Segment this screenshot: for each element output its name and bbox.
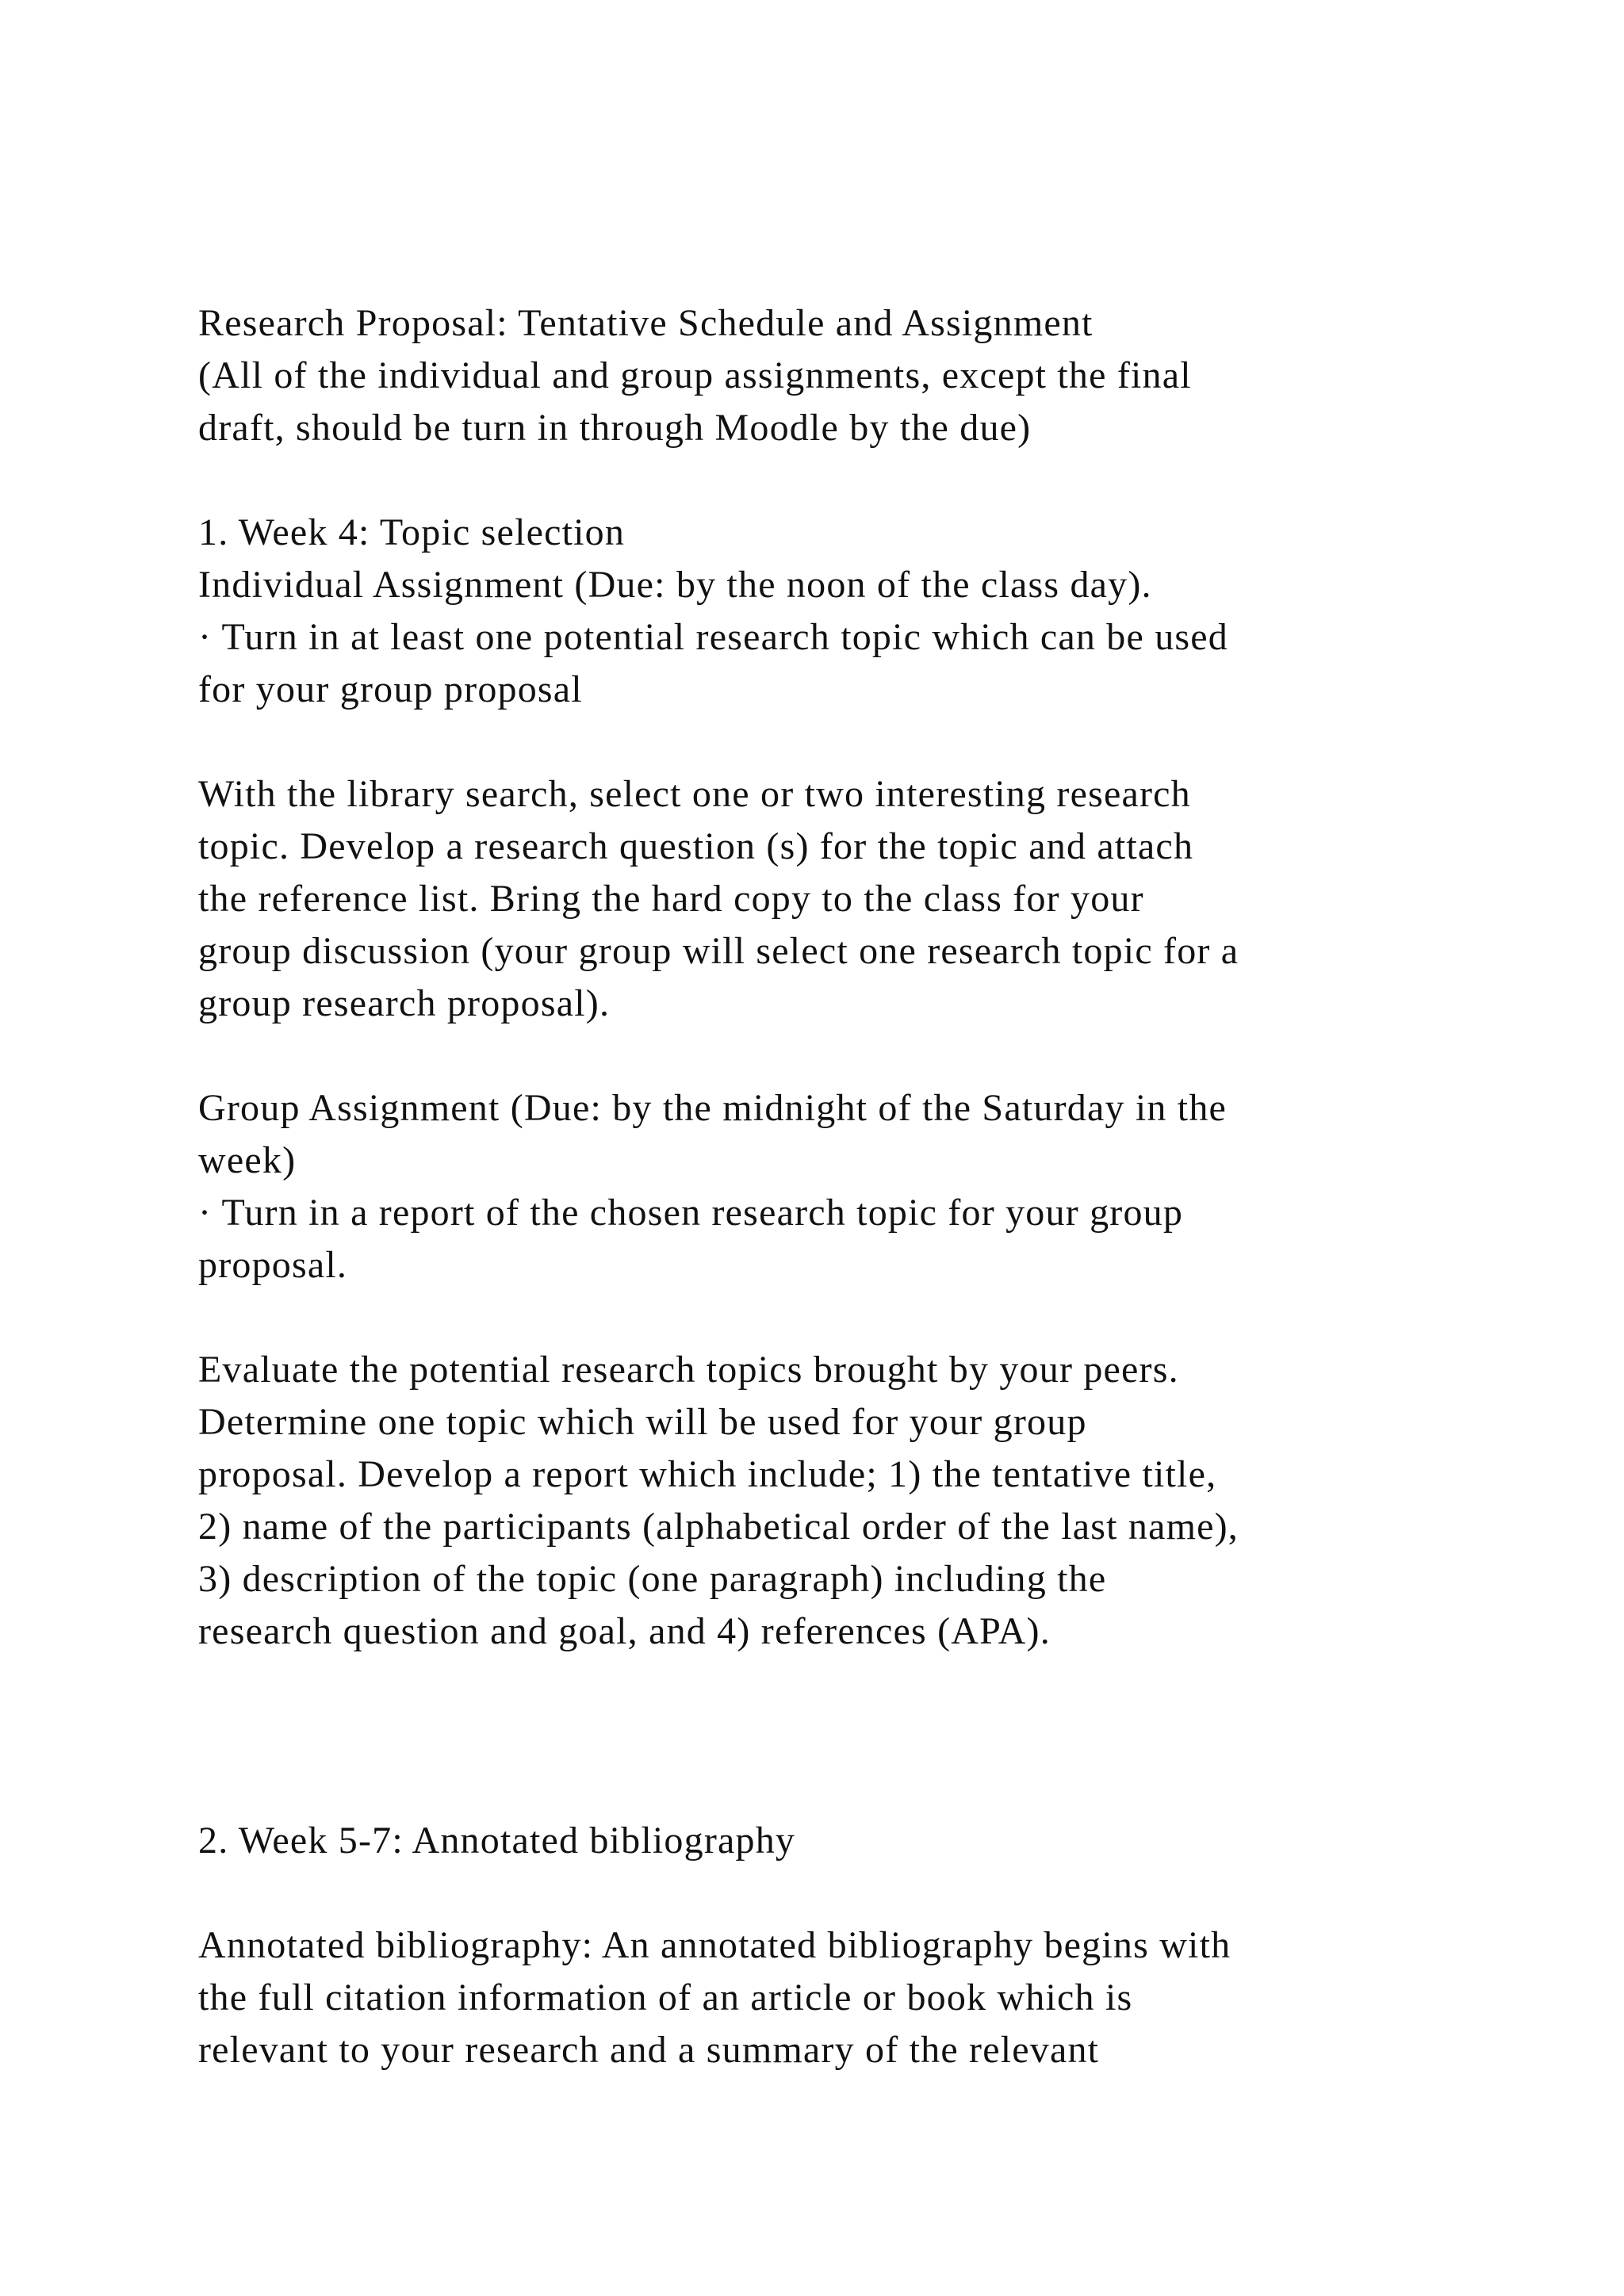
library-search-line: group research proposal). — [198, 982, 611, 1024]
paragraph-gap — [198, 1030, 1507, 1082]
section-gap — [198, 1658, 1507, 1815]
group-assignment-line: week) — [198, 1139, 297, 1181]
paragraph-gap — [198, 454, 1507, 507]
paragraph-gap — [198, 716, 1507, 768]
library-search-line: With the library search, select one or two interesting research — [198, 773, 1191, 815]
evaluate-line: proposal. Develop a report which include; 1) the tentative title, — [198, 1453, 1217, 1495]
week5-7-heading: 2. Week 5-7: Annotated bibliography — [198, 1820, 796, 1862]
group-assignment-line: proposal. — [198, 1244, 348, 1286]
title-line: draft, should be turn in through Moodle by the due) — [198, 407, 1032, 449]
annotated-bibliography-line: Annotated bibliography: An annotated bibliography begins with — [198, 1924, 1231, 1966]
individual-assignment-line: · Turn in at least one potential research topic which can be used — [198, 616, 1228, 658]
evaluate-line: research question and goal, and 4) references (APA). — [198, 1610, 1051, 1652]
evaluate-line: Determine one topic which will be used for your group — [198, 1401, 1087, 1443]
title-line: Research Proposal: Tentative Schedule and Assignment — [198, 302, 1094, 344]
library-search-line: the reference list. Bring the hard copy to the class for your — [198, 878, 1144, 920]
individual-assignment-line: for your group proposal — [198, 668, 583, 710]
individual-assignment-line: Individual Assignment (Due: by the noon of the class day). — [198, 564, 1152, 606]
document-body — [198, 297, 1507, 2076]
week4-section — [198, 507, 1507, 1658]
document-title — [198, 297, 1507, 454]
evaluate-line: Evaluate the potential research topics brought by your peers. — [198, 1349, 1179, 1391]
week5-7-section — [198, 1815, 1507, 2076]
week4-heading: 1. Week 4: Topic selection — [198, 511, 626, 553]
paragraph-gap — [198, 1867, 1507, 1919]
evaluate-line: 3) description of the topic (one paragraph) including the — [198, 1558, 1107, 1600]
group-assignment-line: · Turn in a report of the chosen research topic for your group — [198, 1192, 1184, 1234]
library-search-line: group discussion (your group will select one research topic for a — [198, 930, 1239, 972]
title-line: (All of the individual and group assignments, except the final — [198, 354, 1192, 396]
group-assignment-line: Group Assignment (Due: by the midnight of the Saturday in the — [198, 1087, 1228, 1129]
annotated-bibliography-line: the full citation information of an article or book which is — [198, 1976, 1133, 2019]
paragraph-gap — [198, 1292, 1507, 1344]
annotated-bibliography-line: relevant to your research and a summary of the relevant — [198, 2029, 1100, 2071]
library-search-line: topic. Develop a research question (s) for the topic and attach — [198, 825, 1194, 867]
evaluate-line: 2) name of the participants (alphabetical order of the last name), — [198, 1506, 1239, 1548]
